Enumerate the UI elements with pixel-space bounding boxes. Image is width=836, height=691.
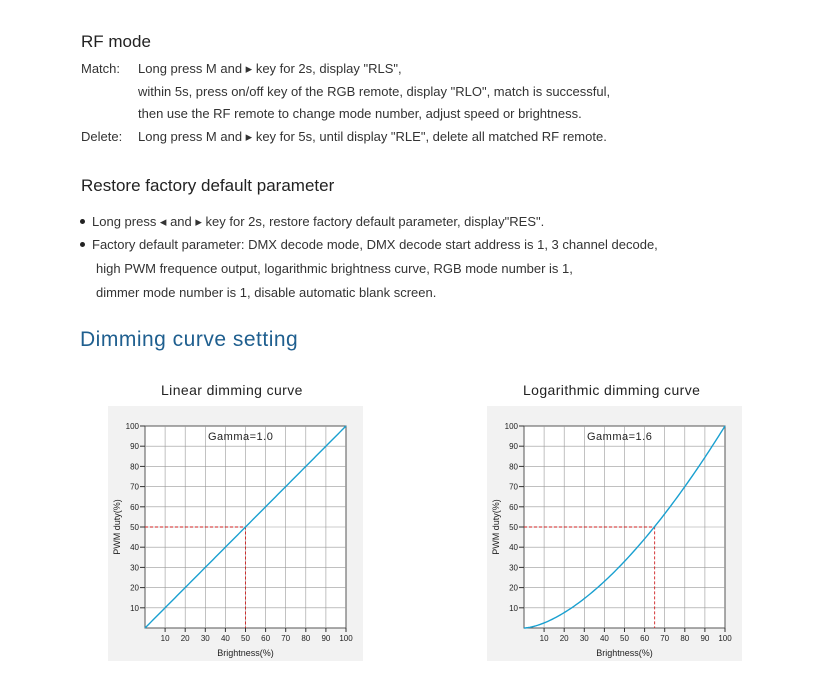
x-tick-label: 30: [579, 634, 589, 643]
restore-bullet-2: [80, 237, 658, 252]
match-line-2: within 5s, press on/off key of the RGB remote, display "RLO", match is successful,: [138, 84, 611, 99]
y-tick-label: 70: [130, 482, 139, 492]
x-axis-label: Brightness(%): [596, 648, 653, 658]
dimming-heading: Dimming curve setting: [80, 328, 299, 351]
linear-chart-title: Linear dimming curve: [161, 382, 303, 398]
bullet-icon: [80, 219, 85, 224]
restore-bullet-2-line-2: high PWM frequence output, logarithmic brightness curve, RGB mode number is 1,: [96, 261, 573, 276]
x-tick-label: 30: [200, 634, 210, 643]
y-tick-label: 10: [130, 603, 139, 613]
match-line-1: Long press M and ▸ key for 2s, display "RLS",: [138, 61, 402, 76]
y-tick-label: 90: [509, 442, 518, 452]
y-tick-label: 10: [509, 603, 518, 613]
x-tick-label: 100: [718, 634, 732, 643]
restore-bullet-2-line-3: dimmer mode number is 1, disable automatic blank screen.: [96, 285, 437, 300]
delete-label: Delete:: [81, 129, 123, 144]
x-tick-label: 90: [321, 634, 331, 643]
gamma-annotation: Gamma=1.0: [208, 431, 274, 443]
x-tick-label: 20: [180, 634, 190, 643]
y-tick-label: 30: [509, 563, 518, 573]
restore-bullet-1-text: Long press ◂ and ▸ key for 2s, restore factory default parameter, display"RES".: [92, 214, 545, 229]
y-tick-label: 30: [130, 563, 139, 573]
x-tick-label: 60: [640, 634, 650, 643]
restore-heading: Restore factory default parameter: [81, 176, 335, 195]
x-tick-label: 10: [539, 634, 549, 643]
y-tick-label: 20: [509, 583, 518, 593]
log-chart-title: Logarithmic dimming curve: [523, 382, 701, 398]
logarithmic-dimming-chart: [487, 406, 742, 661]
restore-bullet-1: [80, 214, 544, 230]
match-label: Match:: [81, 61, 121, 76]
linear-chart-panel: [108, 406, 363, 661]
y-tick-label: 90: [130, 442, 139, 452]
y-tick-label: 100: [125, 422, 139, 431]
x-tick-label: 80: [301, 634, 311, 643]
x-tick-label: 50: [241, 634, 250, 643]
x-tick-label: 80: [680, 634, 690, 643]
y-tick-label: 100: [504, 422, 518, 431]
x-tick-label: 60: [261, 634, 271, 643]
y-tick-label: 50: [130, 523, 139, 532]
y-tick-label: 40: [509, 543, 518, 553]
log-chart-panel: [487, 406, 742, 661]
y-tick-label: 80: [130, 462, 139, 472]
delete-line: Long press M and ▸ key for 5s, until display "RLE", delete all matched RF remote.: [138, 129, 607, 144]
match-line-3: then use the RF remote to change mode number, adjust speed or brightness.: [138, 106, 582, 121]
y-tick-label: 60: [509, 502, 518, 512]
y-tick-label: 50: [509, 523, 518, 532]
y-tick-label: 80: [509, 462, 518, 472]
y-tick-label: 70: [509, 482, 518, 492]
bullet-icon: [80, 242, 85, 247]
x-tick-label: 100: [339, 634, 353, 643]
y-tick-label: 20: [130, 583, 139, 593]
y-axis-label: PWM duty(%): [112, 499, 122, 555]
y-tick-label: 60: [130, 502, 139, 512]
x-tick-label: 50: [620, 634, 629, 643]
y-tick-label: 40: [130, 543, 139, 553]
x-tick-label: 70: [660, 634, 670, 643]
x-tick-label: 70: [281, 634, 291, 643]
x-axis-label: Brightness(%): [217, 648, 274, 658]
gamma-annotation: Gamma=1.6: [587, 431, 653, 443]
x-tick-label: 40: [220, 634, 230, 643]
x-tick-label: 90: [700, 634, 710, 643]
rf-mode-heading: RF mode: [81, 32, 151, 51]
linear-dimming-chart: [108, 406, 363, 661]
y-axis-label: PWM duty(%): [491, 499, 501, 555]
x-tick-label: 40: [599, 634, 609, 643]
x-tick-label: 10: [160, 634, 170, 643]
x-tick-label: 20: [559, 634, 569, 643]
restore-bullet-2-line-1: Factory default parameter: DMX decode mode, DMX decode start address is 1, 3 channel decode,: [92, 237, 658, 252]
